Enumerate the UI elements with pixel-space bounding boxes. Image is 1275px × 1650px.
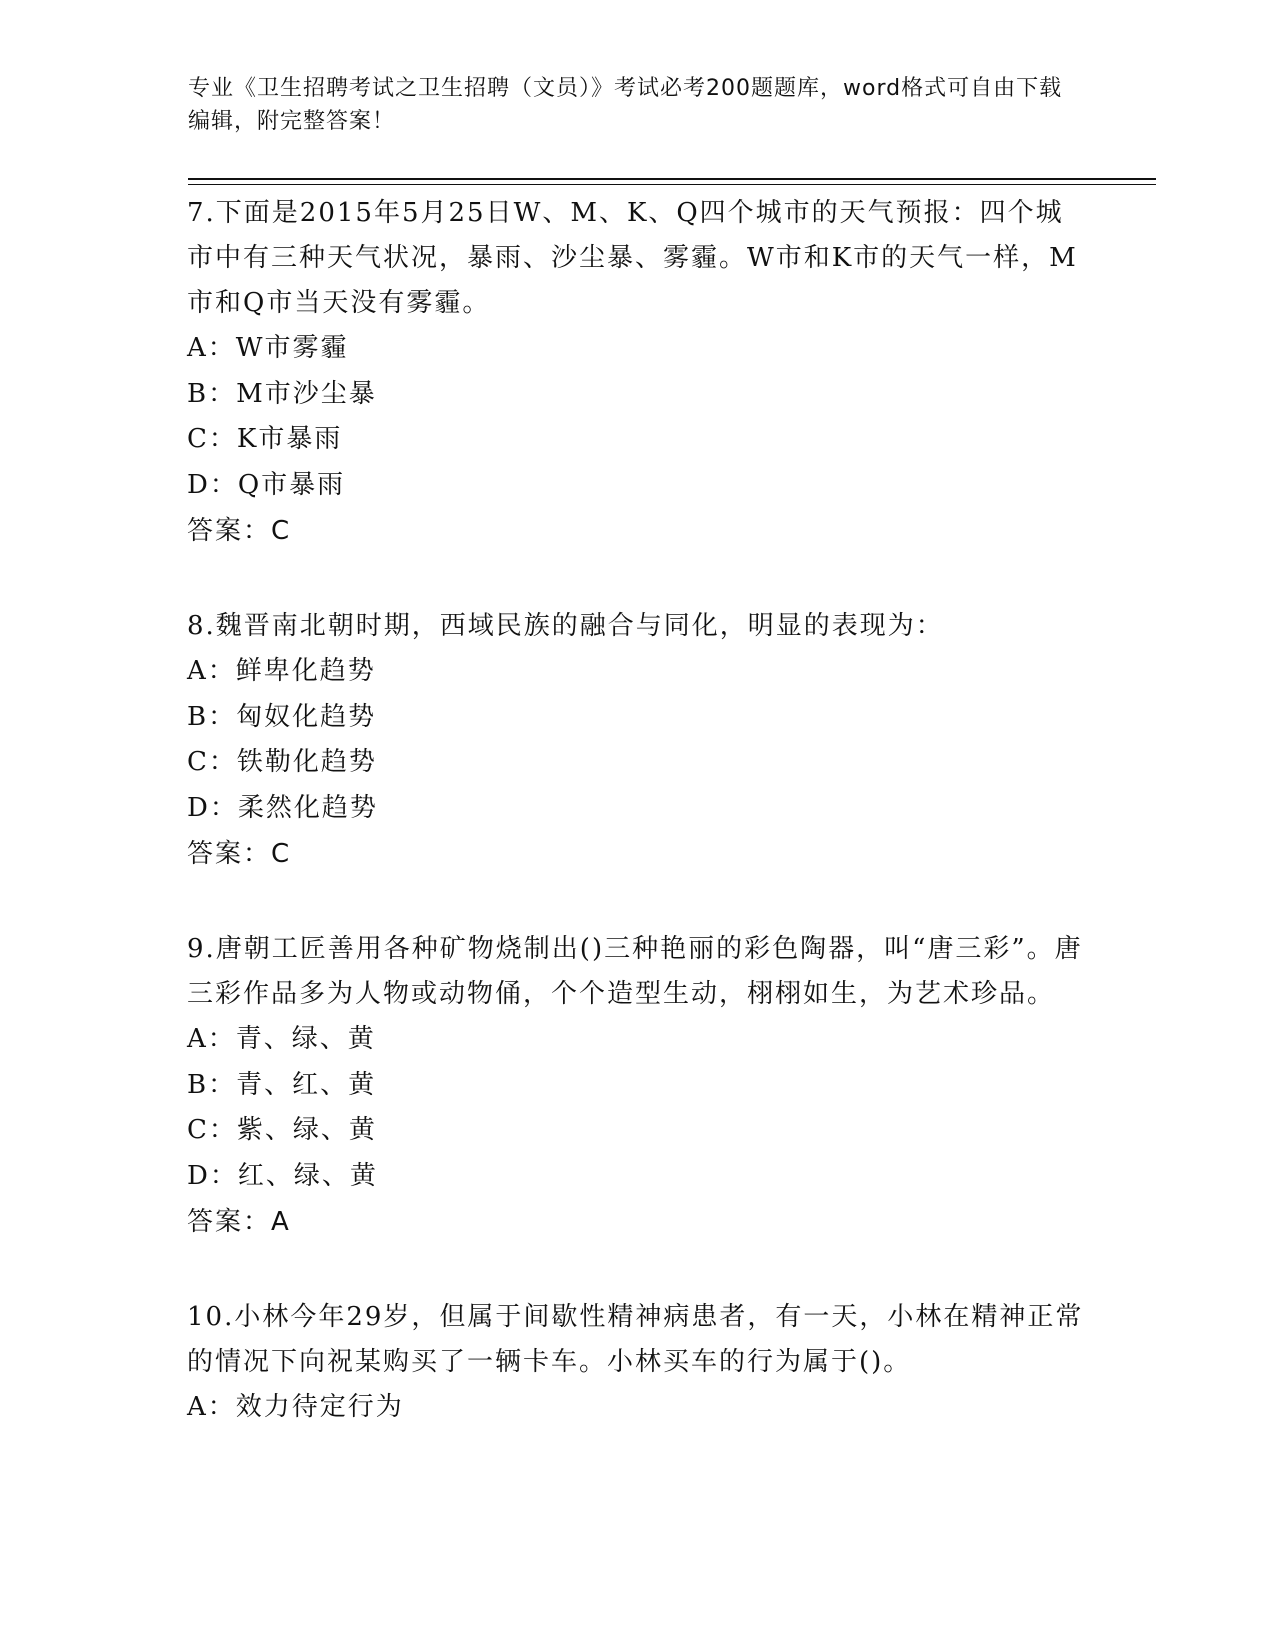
question-9 bbox=[187, 927, 1087, 1245]
question-text: 7.下面是2015年5月25日W、M、K、Q四个城市的天气预报：四个城市中有三种天气状况，暴雨、沙尘暴、雾霾。W市和K市的天气一样，M市和Q市当天没有雾霾。 bbox=[187, 198, 1078, 318]
option-a: A：效力待定行为 bbox=[187, 1392, 404, 1422]
header-divider-thin bbox=[188, 184, 1156, 185]
option-a: A：W市雾霾 bbox=[187, 333, 349, 363]
option-c: C：K市暴雨 bbox=[187, 424, 343, 454]
option-a: A：青、绿、黄 bbox=[187, 1024, 376, 1054]
question-7 bbox=[187, 191, 1087, 554]
option-a: A：鲜卑化趋势 bbox=[187, 656, 376, 686]
answer-line: 答案：C bbox=[187, 516, 292, 546]
answer-line: 答案：A bbox=[187, 1207, 291, 1237]
option-b: B：匈奴化趋势 bbox=[187, 701, 377, 732]
option-b: B：M市沙尘暴 bbox=[187, 378, 377, 409]
option-d: D：红、绿、黄 bbox=[187, 1160, 378, 1191]
option-c: C：铁勒化趋势 bbox=[187, 747, 377, 777]
option-d: D：柔然化趋势 bbox=[187, 792, 378, 823]
option-c: C：紫、绿、黄 bbox=[187, 1115, 377, 1145]
option-d: D：Q市暴雨 bbox=[187, 469, 346, 500]
question-10 bbox=[187, 1295, 1087, 1431]
header-divider-thick bbox=[188, 178, 1156, 180]
question-8 bbox=[187, 604, 1087, 877]
question-list bbox=[187, 191, 1087, 1481]
document-header: 专业《卫生招聘考试之卫生招聘（文员）》考试必考200题题库，word格式可自由下载编辑，附完整答案！ bbox=[188, 76, 1063, 134]
option-b: B：青、红、黄 bbox=[187, 1069, 377, 1100]
question-text: 9.唐朝工匠善用各种矿物烧制出()三种艳丽的彩色陶器，叫“唐三彩”。唐三彩作品多为人物或动物俑，个个造型生动，栩栩如生，为艺术珍品。 bbox=[187, 934, 1083, 1009]
question-text: 10.小林今年29岁，但属于间歇性精神病患者，有一天，小林在精神正常的情况下向祝某购买了一辆卡车。小林买车的行为属于()。 bbox=[187, 1302, 1084, 1377]
question-text: 8.魏晋南北朝时期，西域民族的融合与同化，明显的表现为： bbox=[187, 611, 944, 641]
answer-line: 答案：C bbox=[187, 839, 292, 869]
